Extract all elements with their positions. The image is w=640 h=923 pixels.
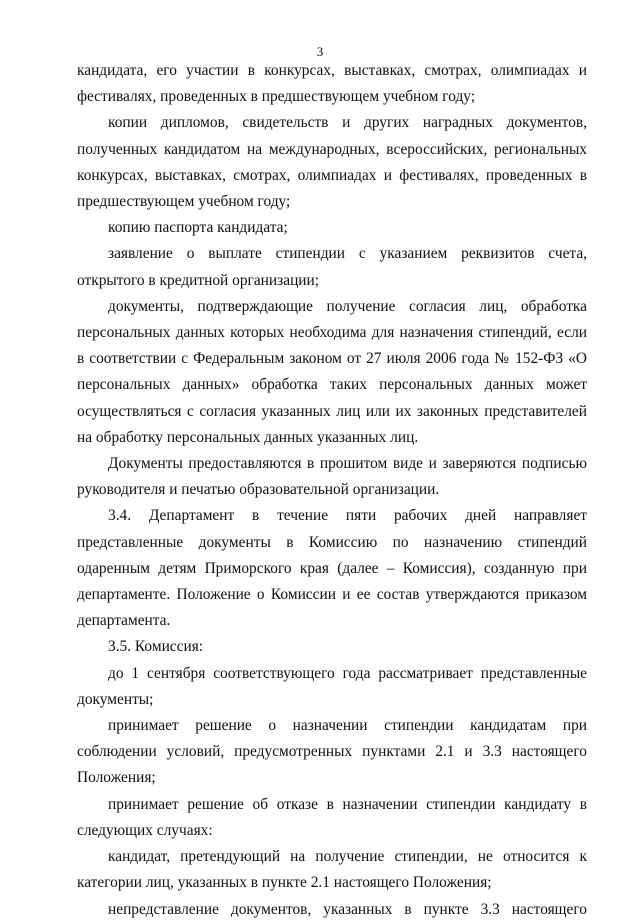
paragraph-refusal-category: кандидат, претендующий на получение стипендии, не относится к категории лиц, указанных в пункте 2.1 настоящего Положения; — [77, 848, 587, 892]
paragraph-refusal-decision: принимает решение об отказе в назначении стипендии кандидату в следующих случаях: — [77, 795, 587, 839]
paragraph-refusal-documents: непредставление документов, указанных в пункте 3.3 настоящего — [108, 900, 587, 918]
document-body — [77, 58, 587, 923]
paragraph-consent-documents: документы, подтверждающие получение согласия лиц, обработка персональных данных которых необходима для назначения стипендий, если в соответствии с Федеральным законом от 27 июля 2006 года № 152-ФЗ «О персональных данных» обработка таких персональных данных может осуществляться с согласия указанных лиц или их законных представителей на обработку персональных данных указанных лиц. — [77, 297, 587, 446]
paragraph-section-3-5: 3.5. Комиссия: — [108, 638, 204, 656]
paragraph-payment-application: заявление о выплате стипендии с указанием реквизитов счета, открытого в кредитной организации; — [77, 245, 587, 289]
page-number: 3 — [316, 44, 324, 59]
paragraph-grant-decision: принимает решение о назначении стипендии кандидатам при соблюдении условий, предусмотренных пунктами 2.1 и 3.3 настоящего Положения; — [77, 717, 587, 787]
paragraph-document-certification: Документы предоставляются в прошитом виде и заверяются подписью руководителя и печатью образовательной организации. — [77, 455, 587, 499]
paragraph-section-3-4: 3.4. Департамент в течение пяти рабочих дней направляет представленные документы в Комиссию по назначению стипендий одаренным детям Приморского края (далее – Комиссия), созданную при департаменте. Положение о Комиссии и ее состав утверждаются приказом департамента. — [77, 507, 587, 630]
paragraph-award-copies: копии дипломов, свидетельств и других наградных документов, полученных кандидатом на международных, всероссийских, региональных конкурсах, выставках, смотрах, олимпиадах и фестивалях, проведенных в предшествующем учебном году; — [77, 114, 587, 211]
paragraph-review-deadline: до 1 сентября соответствующего года рассматривает представленные документы; — [77, 664, 587, 708]
paragraph-passport-copy: копию паспорта кандидата; — [108, 219, 288, 237]
paragraph-continuation: кандидата, его участии в конкурсах, выставках, смотрах, олимпиадах и фестивалях, проведенных в предшествующем учебном году; — [77, 62, 587, 106]
